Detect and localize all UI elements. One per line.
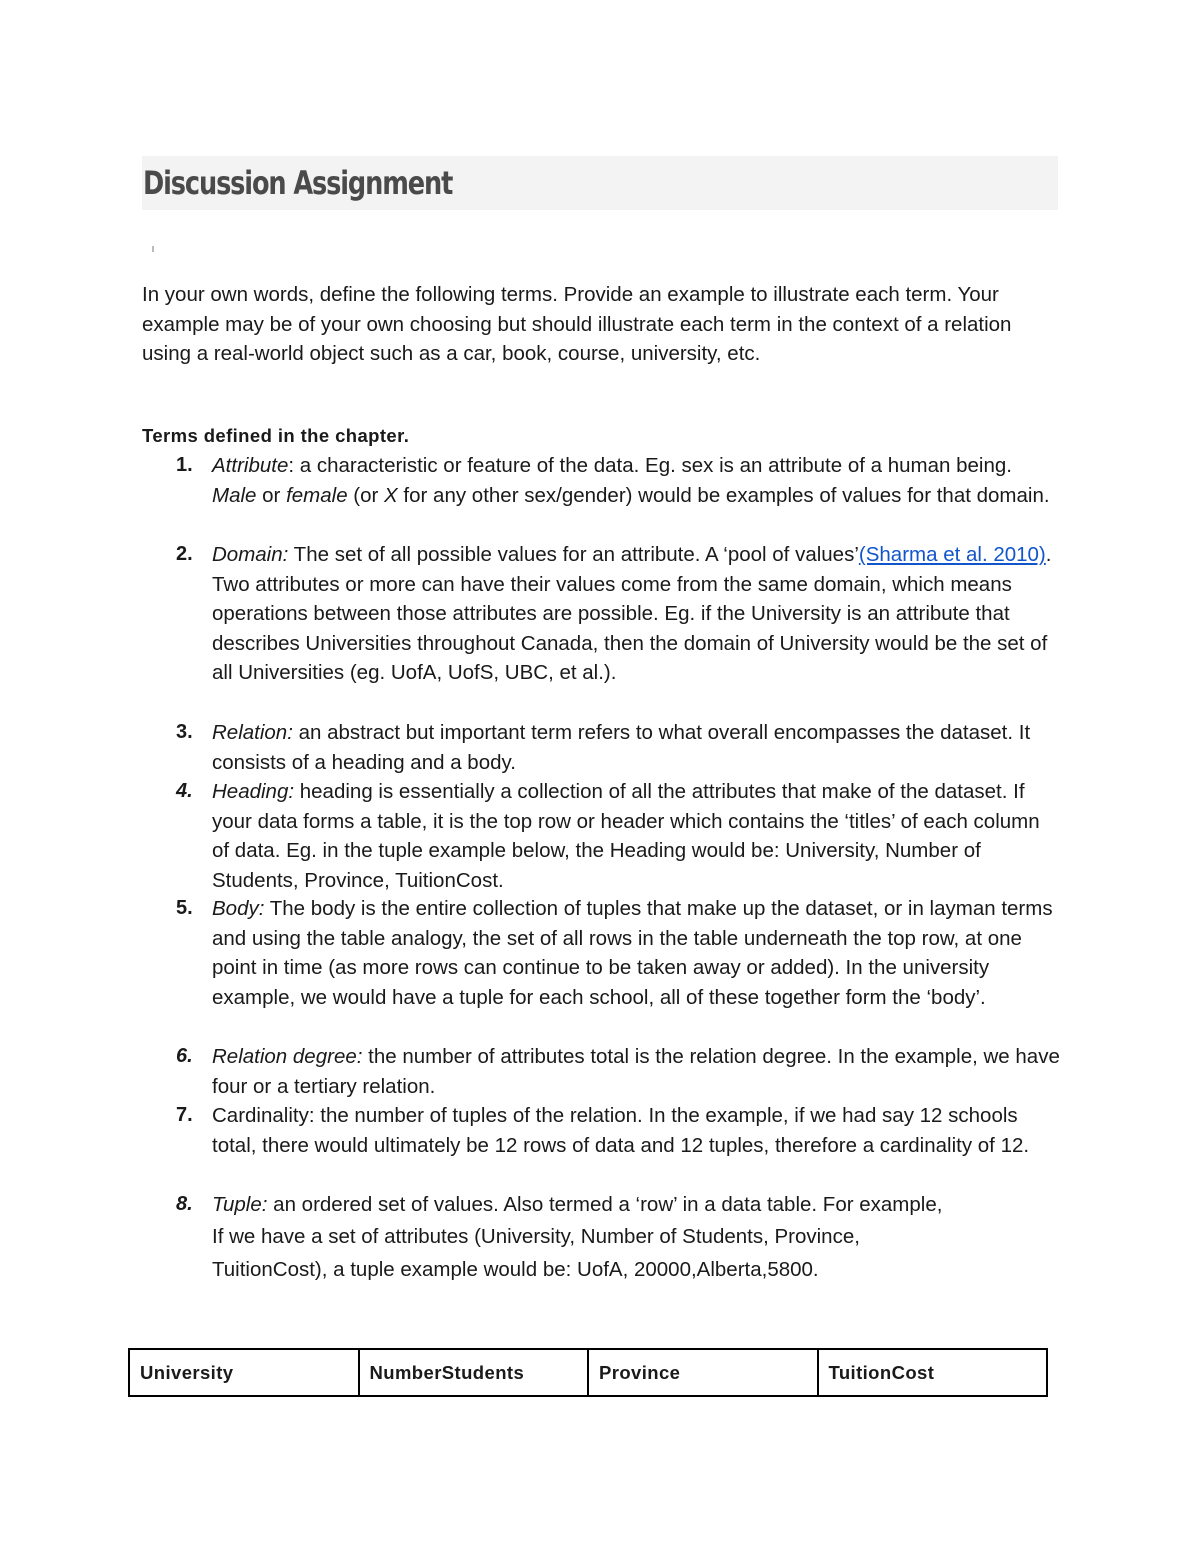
tuple-table <box>128 1348 1048 1397</box>
term-text-rest: for any other sex/gender) would be examples of values for that domain. <box>397 483 1050 507</box>
term-em-male: Male <box>212 483 257 507</box>
table-header-cell: NumberStudents <box>359 1349 589 1396</box>
terms-heading: Terms defined in the chapter. <box>142 425 410 446</box>
citation-link[interactable]: (Sharma et al. 2010) <box>858 543 1046 566</box>
term-text: : a characteristic or feature of the data. Eg. sex is an attribute of a human being. <box>288 454 1012 477</box>
table-header-row <box>129 1349 1047 1396</box>
term-label: Heading: <box>212 780 295 803</box>
term-label: Body: <box>212 897 265 920</box>
term-number: 8. <box>176 1193 193 1215</box>
term-text-or-paren: (or <box>347 483 385 507</box>
term-number: 1. <box>176 454 193 476</box>
term-text: an ordered set of values. Also termed a ‘row’ in a data table. For example, <box>267 1193 943 1216</box>
term-text: the number of attributes total is the relation degree. In the example, we have four or a tertiary relation. <box>212 1045 1060 1098</box>
term-body <box>212 718 1062 777</box>
term-em-x: X <box>384 483 398 507</box>
term-body <box>212 1101 1062 1160</box>
term-label: Cardinality: <box>212 1104 315 1127</box>
term-body <box>212 1190 1062 1286</box>
table-header-cell: University <box>129 1349 359 1396</box>
term-number: 7. <box>176 1104 193 1126</box>
term-number: 6. <box>176 1045 193 1067</box>
term-label: Domain: <box>212 543 289 566</box>
term-label: Tuple: <box>212 1193 268 1216</box>
page-title: Discussion Assignment <box>143 164 453 202</box>
term-text: The body is the entire collection of tuples that make up the dataset, or in layman terms and using the table analogy, the set of all rows in the table underneath the top row, at one point in time (as more rows can continue to be taken away or added). In the university example, we would have a tuple for each school, all of these together form the ‘body’. <box>212 897 1053 1009</box>
term-number: 5. <box>176 897 193 919</box>
term-text: heading is essentially a collection of all the attributes that make of the dataset. If your data forms a table, it is the top row or header which contains the ‘titles’ of each column of data. Eg. in the tuple example below, the Heading would be: University, Number of Students, Province, TuitionCost. <box>212 780 1040 892</box>
term-text: The set of all possible values for an attribute. A ‘pool of values’ <box>288 543 859 566</box>
term-text: the number of tuples of the relation. In the example, if we had say 12 schools total, there would ultimately be 12 rows of data and 12 tuples, therefore a cardinality of 12. <box>212 1104 1030 1157</box>
table-header-cell: Province <box>588 1349 818 1396</box>
stray-mark <box>152 246 154 252</box>
term-body <box>212 777 1062 895</box>
table-header-cell: TuitionCost <box>818 1349 1048 1396</box>
term-number: 3. <box>176 721 193 743</box>
term-label: Relation degree: <box>212 1045 363 1068</box>
term-text-line: TuitionCost), a tuple example would be: UofA, 20000,Alberta,5800. <box>212 1257 819 1281</box>
term-text-or: or <box>256 483 287 507</box>
term-text-line: If we have a set of attributes (University, Number of Students, Province, <box>212 1224 860 1248</box>
term-number: 4. <box>176 780 193 802</box>
term-number: 2. <box>176 543 193 565</box>
term-em-female: female <box>286 483 348 507</box>
intro-paragraph: In your own words, define the following terms. Provide an example to illustrate each term. Your example may be of your own choosing but should illustrate each term in the context of a relation using a real-world object such as a car, book, course, university, etc. <box>142 283 1012 366</box>
term-body <box>212 451 1062 510</box>
term-body <box>212 540 1062 688</box>
term-text: an abstract but important term refers to what overall encompasses the dataset. It consists of a heading and a body. <box>212 721 1031 774</box>
term-label: Relation: <box>212 721 293 744</box>
term-body-text <box>212 894 1062 1012</box>
term-label: Attribute <box>212 454 289 477</box>
term-body <box>212 1042 1062 1101</box>
term-text-rest: . Two attributes or more can have their values come from the same domain, which means operations between those attributes are possible. Eg. if the University is an attribute that describes Universities throughout Canada, then the domain of University would be the set of all Universities (eg. UofA, UofS, UBC, et al.). <box>212 543 1052 685</box>
